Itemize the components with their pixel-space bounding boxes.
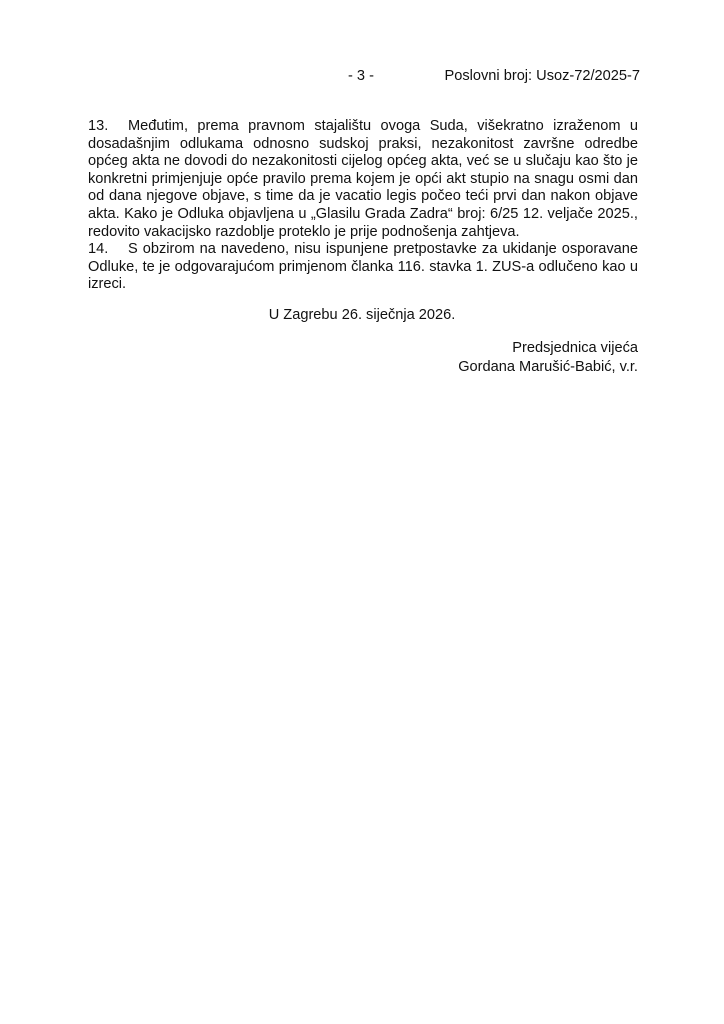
paragraph-text: S obzirom na navedeno, nisu ispunjene pretpostavke za ukidanje osporavane Odluke, te je odgovarajućom primjenom članka 116. stavka 1. ZUS-a odlučeno kao u izreci. xyxy=(88,241,638,293)
signature-block xyxy=(458,339,638,377)
paragraph-14 xyxy=(88,241,638,294)
paragraph-text: Međutim, prema pravnom stajalištu ovoga Suda, višekratno izraženom u dosadašnjim odlukama odnosno sudskoj praksi, nezakonitost završne odredbe općeg akta ne dovodi do nezakonitosti cijelog općeg akta, već se u slučaju kao što je konkretni primjenjuje opće pravilo prema kojem je opći akt stupio na snagu osmi dan od dana njegove objave, s time da je vacatio legis počeo teći prvi dan nakon objave akta. Kako je Odluka objavljena u „Glasilu Grada Zadra“ broj: 6/25 12. veljače 2025., redovito vakacijsko razdoblje proteklo je prije podnošenja zahtjeva. xyxy=(88,118,638,240)
body-text xyxy=(88,118,638,294)
paragraph-number: 13. xyxy=(88,118,109,134)
paragraph-number: 14. xyxy=(88,241,109,258)
signature-name: Gordana Marušić-Babić, v.r. xyxy=(458,359,638,375)
place-date: U Zagrebu 26. siječnja 2026. xyxy=(268,307,456,323)
page-header xyxy=(0,66,724,86)
signature-role: Predsjednica vijeća xyxy=(512,340,638,356)
case-number: Poslovni broj: Usoz-72/2025-7 xyxy=(444,68,640,84)
paragraph-13 xyxy=(88,118,638,241)
page-number: - 3 - xyxy=(348,68,374,84)
